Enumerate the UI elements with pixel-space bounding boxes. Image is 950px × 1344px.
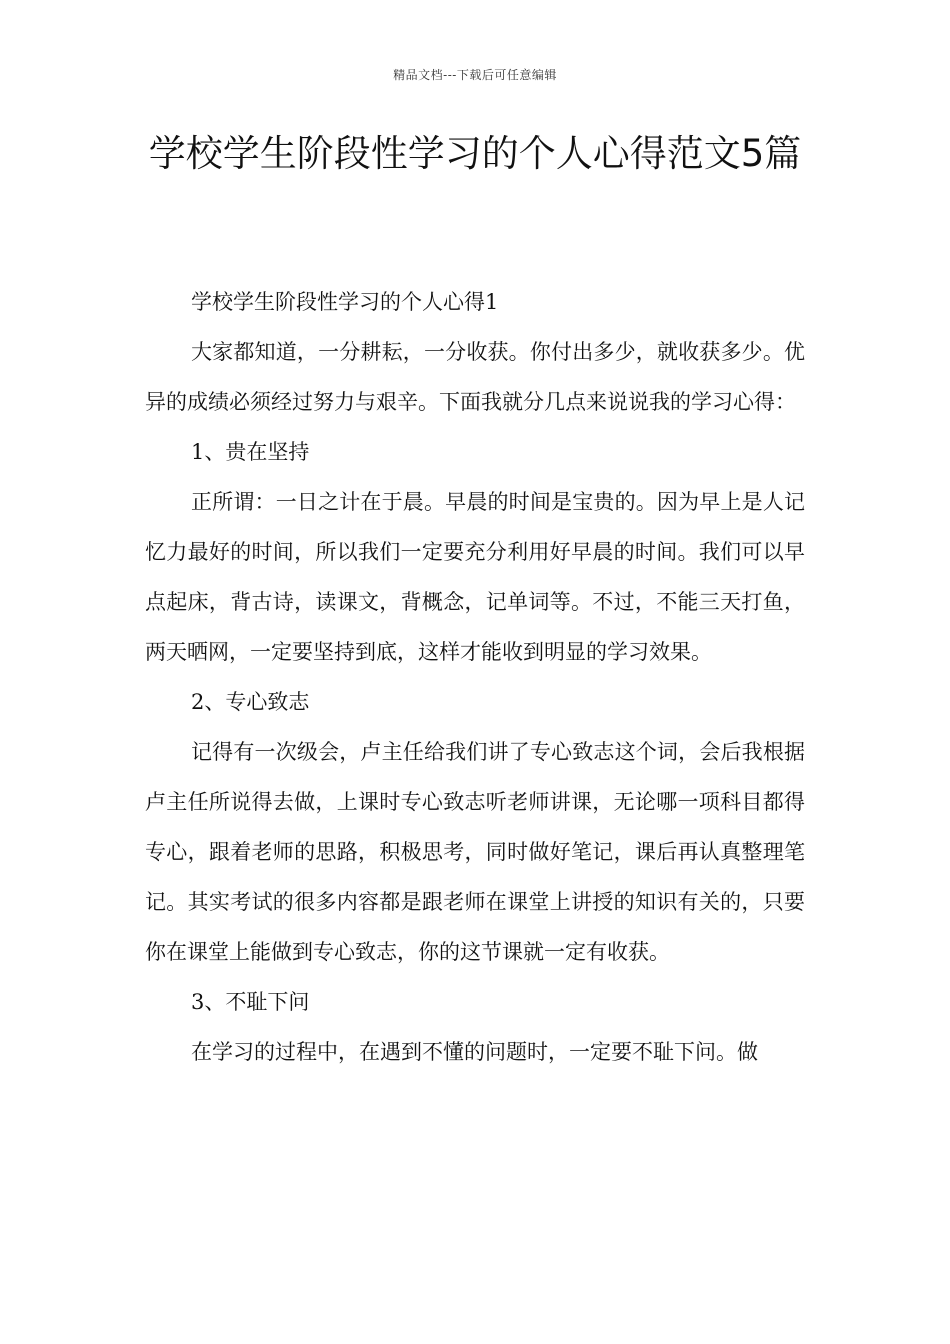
paragraph-point-1: 正所谓：一日之计在于晨。早晨的时间是宝贵的。因为早上是人记忆力最好的时间，所以我们一定要充分利用好早晨的时间。我们可以早点起床，背古诗，读课文，背概念，记单词等。不过，不能三天打鱼，两天晒网，一定要坚持到底，这样才能收到明显的学习效果。 xyxy=(145,490,805,664)
section-heading-1: 学校学生阶段性学习的个人心得1 xyxy=(191,290,499,314)
header-note: 精品文档---下载后可任意编辑 xyxy=(393,68,557,82)
point-heading-1: 1、贵在坚持 xyxy=(191,440,310,464)
paragraph-point-2: 记得有一次级会，卢主任给我们讲了专心致志这个词，会后我根据卢主任所说得去做，上课时专心致志听老师讲课，无论哪一项科目都得专心，跟着老师的思路，积极思考，同时做好笔记，课后再认真整理笔记。其实考试的很多内容都是跟老师在课堂上讲授的知识有关的，只要你在课堂上能做到专心致志，你的这节课就一定有收获。 xyxy=(145,740,805,964)
point-heading-2: 2、专心致志 xyxy=(191,690,310,714)
paragraph-point-3: 在学习的过程中，在遇到不懂的问题时，一定要不耻下问。做 xyxy=(191,1040,758,1064)
document-title: 学校学生阶段性学习的个人心得范文5篇 xyxy=(148,132,802,175)
paragraph-intro: 大家都知道，一分耕耘，一分收获。你付出多少，就收获多少。优异的成绩必须经过努力与艰辛。下面我就分几点来说说我的学习心得： xyxy=(145,340,805,414)
document-body xyxy=(145,277,805,1077)
point-heading-3: 3、不耻下问 xyxy=(191,990,310,1014)
